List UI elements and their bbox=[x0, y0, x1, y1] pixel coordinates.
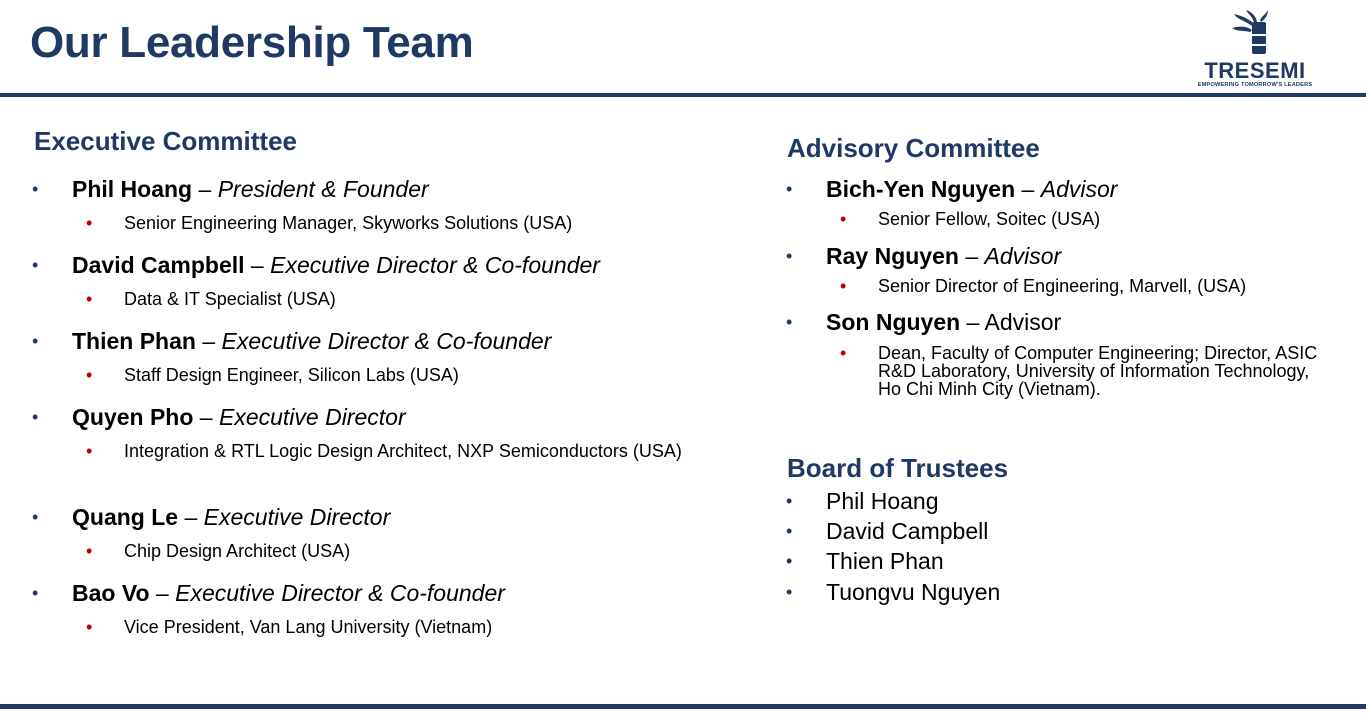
member-role: Executive Director bbox=[218, 404, 406, 430]
executive-member: • Quang Le – Executive Director • Chip Design Architect (USA) bbox=[72, 503, 390, 563]
member-role: President & Founder bbox=[217, 176, 429, 202]
trustee-name: • David Campbell bbox=[826, 517, 988, 545]
executive-member: • Phil Hoang – President & Founder • Senior Engineering Manager, Skyworks Solutions (USA) bbox=[72, 175, 572, 235]
board-of-trustees-heading: Board of Trustees bbox=[787, 453, 1009, 483]
trustee-name: • Tuongvu Nguyen bbox=[826, 578, 1000, 606]
header-divider bbox=[0, 93, 1366, 97]
trustee-name: • Thien Phan bbox=[826, 547, 944, 575]
member-detail: • Vice President, Van Lang University (Vietnam) bbox=[124, 615, 505, 639]
executive-member: • Bao Vo – Executive Director & Co-founder • Vice President, Van Lang University (Vietnam) bbox=[72, 579, 505, 639]
member-role: Advisor bbox=[984, 309, 1062, 335]
member-name: Quyen Pho bbox=[72, 404, 194, 430]
tresemi-logo bbox=[1180, 10, 1330, 88]
member-name: Phil Hoang bbox=[72, 176, 193, 202]
advisory-member: • Son Nguyen – Advisor • Dean, Faculty of Computer Engineering; Director, ASIC R&D Laboratory, University of Information Technology, Ho Chi Minh City (Vietnam). bbox=[826, 308, 1326, 398]
member-name: Bich-Yen Nguyen bbox=[826, 176, 1016, 202]
member-name: David Campbell bbox=[72, 252, 245, 278]
member-role: Advisor bbox=[1040, 176, 1118, 202]
member-detail: • Senior Director of Engineering, Marvell, (USA) bbox=[878, 274, 1246, 298]
executive-member: • Quyen Pho – Executive Director • Integration & RTL Logic Design Architect, NXP Semiconductors (USA) bbox=[72, 403, 692, 463]
member-detail: • Chip Design Architect (USA) bbox=[124, 539, 390, 563]
member-name: Thien Phan bbox=[72, 328, 196, 354]
executive-member: • Thien Phan – Executive Director & Co-founder • Staff Design Engineer, Silicon Labs (USA) bbox=[72, 327, 551, 387]
member-name: Quang Le bbox=[72, 504, 179, 530]
member-name: Ray Nguyen bbox=[826, 243, 959, 269]
executive-member: • David Campbell – Executive Director & Co-founder • Data & IT Specialist (USA) bbox=[72, 251, 600, 311]
member-name: Bao Vo bbox=[72, 580, 150, 606]
member-role: Executive Director & Co-founder bbox=[175, 580, 505, 606]
member-name: Son Nguyen bbox=[826, 309, 961, 335]
trustee-name: • Phil Hoang bbox=[826, 487, 939, 515]
member-role: Advisor bbox=[984, 243, 1062, 269]
logo-tagline: EMPOWERING TOMORROW'S LEADERS bbox=[1197, 82, 1313, 88]
bamboo-icon bbox=[1230, 10, 1280, 56]
member-detail: • Staff Design Engineer, Silicon Labs (USA) bbox=[124, 363, 551, 387]
executive-committee-heading: Executive Committee bbox=[34, 126, 297, 156]
advisory-committee-heading: Advisory Committee bbox=[787, 133, 1040, 163]
member-detail: • Senior Engineering Manager, Skyworks Solutions (USA) bbox=[124, 211, 572, 235]
page-title: Our Leadership Team bbox=[30, 18, 474, 67]
member-role: Executive Director & Co-founder bbox=[221, 328, 552, 354]
member-role: Executive Director & Co-founder bbox=[270, 252, 600, 278]
member-role: Executive Director bbox=[203, 504, 391, 530]
member-detail: • Integration & RTL Logic Design Architect, NXP Semiconductors (USA) bbox=[124, 439, 692, 463]
logo-wordmark: TRESEMI bbox=[1204, 58, 1306, 83]
advisory-member: • Bich-Yen Nguyen – Advisor • Senior Fellow, Soitec (USA) bbox=[826, 175, 1117, 231]
advisory-member: • Ray Nguyen – Advisor • Senior Director of Engineering, Marvell, (USA) bbox=[826, 242, 1246, 298]
footer-divider bbox=[0, 704, 1366, 709]
member-detail: • Data & IT Specialist (USA) bbox=[124, 287, 600, 311]
member-detail: • Senior Fellow, Soitec (USA) bbox=[878, 207, 1117, 231]
member-detail: • Dean, Faculty of Computer Engineering; Director, ASIC R&D Laboratory, University of Information Technology, Ho Chi Minh City (Vietnam). bbox=[878, 344, 1326, 398]
